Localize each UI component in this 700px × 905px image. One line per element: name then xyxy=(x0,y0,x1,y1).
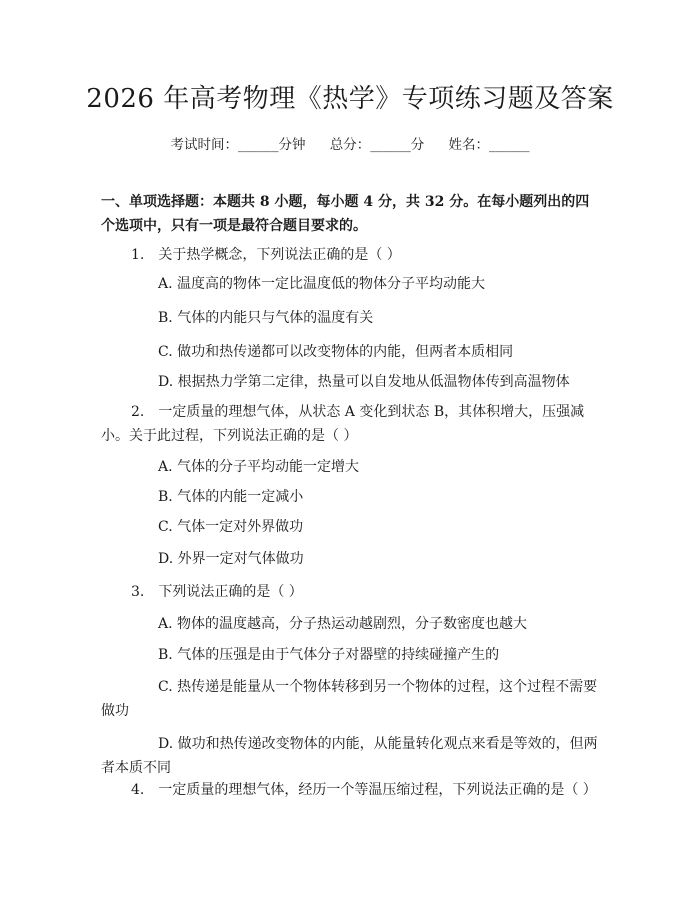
question-4-stem: 4. 一定质量的理想气体，经历一个等温压缩过程，下列说法正确的是（ ） xyxy=(131,782,597,798)
question-1-option-a: A. 温度高的物体一定比温度低的物体分子平均动能大 xyxy=(158,276,486,292)
question-3-option-a: A. 物体的温度越高，分子热运动越剧烈，分子数密度也越大 xyxy=(158,616,528,632)
question-2-option-c: C. 气体一定对外界做功 xyxy=(158,519,304,535)
section-heading: 一、单项选择题：本题共 8 小题，每小题 4 分，共 32 分。在每小题列出的四个选项中，只有一项是最符合题目要求的。 xyxy=(101,194,590,234)
question-1-option-c: C. 做功和热传递都可以改变物体的内能，但两者本质相同 xyxy=(158,344,514,360)
document-title: 2026 年高考物理《热学》专项练习题及答案 xyxy=(86,84,614,114)
question-1-stem: 1. 关于热学概念，下列说法正确的是（ ） xyxy=(131,247,401,263)
question-3-option-d: D. 做功和热传递改变物体的内能，从能量转化观点来看是等效的，但两者本质不同 xyxy=(101,736,598,776)
exam-score: 总分：______分 xyxy=(329,137,425,153)
exam-meta xyxy=(0,133,700,153)
question-1-option-b: B. 气体的内能只与气体的温度有关 xyxy=(158,310,374,326)
question-2-option-b: B. 气体的内能一定减小 xyxy=(158,489,304,505)
exam-time: 考试时间：______分钟 xyxy=(170,137,306,153)
question-2-option-a: A. 气体的分子平均动能一定增大 xyxy=(158,459,360,475)
question-2-stem: 2. 一定质量的理想气体，从状态 A 变化到状态 B，其体积增大，压强减小。关于此过程，下列说法正确的是（ ） xyxy=(101,404,585,444)
question-2-option-d: D. 外界一定对气体做功 xyxy=(158,551,304,567)
question-1-option-d: D. 根据热力学第二定律，热量可以自发地从低温物体传到高温物体 xyxy=(158,374,570,390)
question-3-stem: 3. 下列说法正确的是（ ） xyxy=(131,584,303,600)
question-3-option-b: B. 气体的压强是由于气体分子对器壁的持续碰撞产生的 xyxy=(158,647,500,663)
question-3-option-c: C. 热传递是能量从一个物体转移到另一个物体的过程，这个过程不需要做功 xyxy=(101,679,598,719)
exam-name: 姓名：______ xyxy=(448,137,530,153)
